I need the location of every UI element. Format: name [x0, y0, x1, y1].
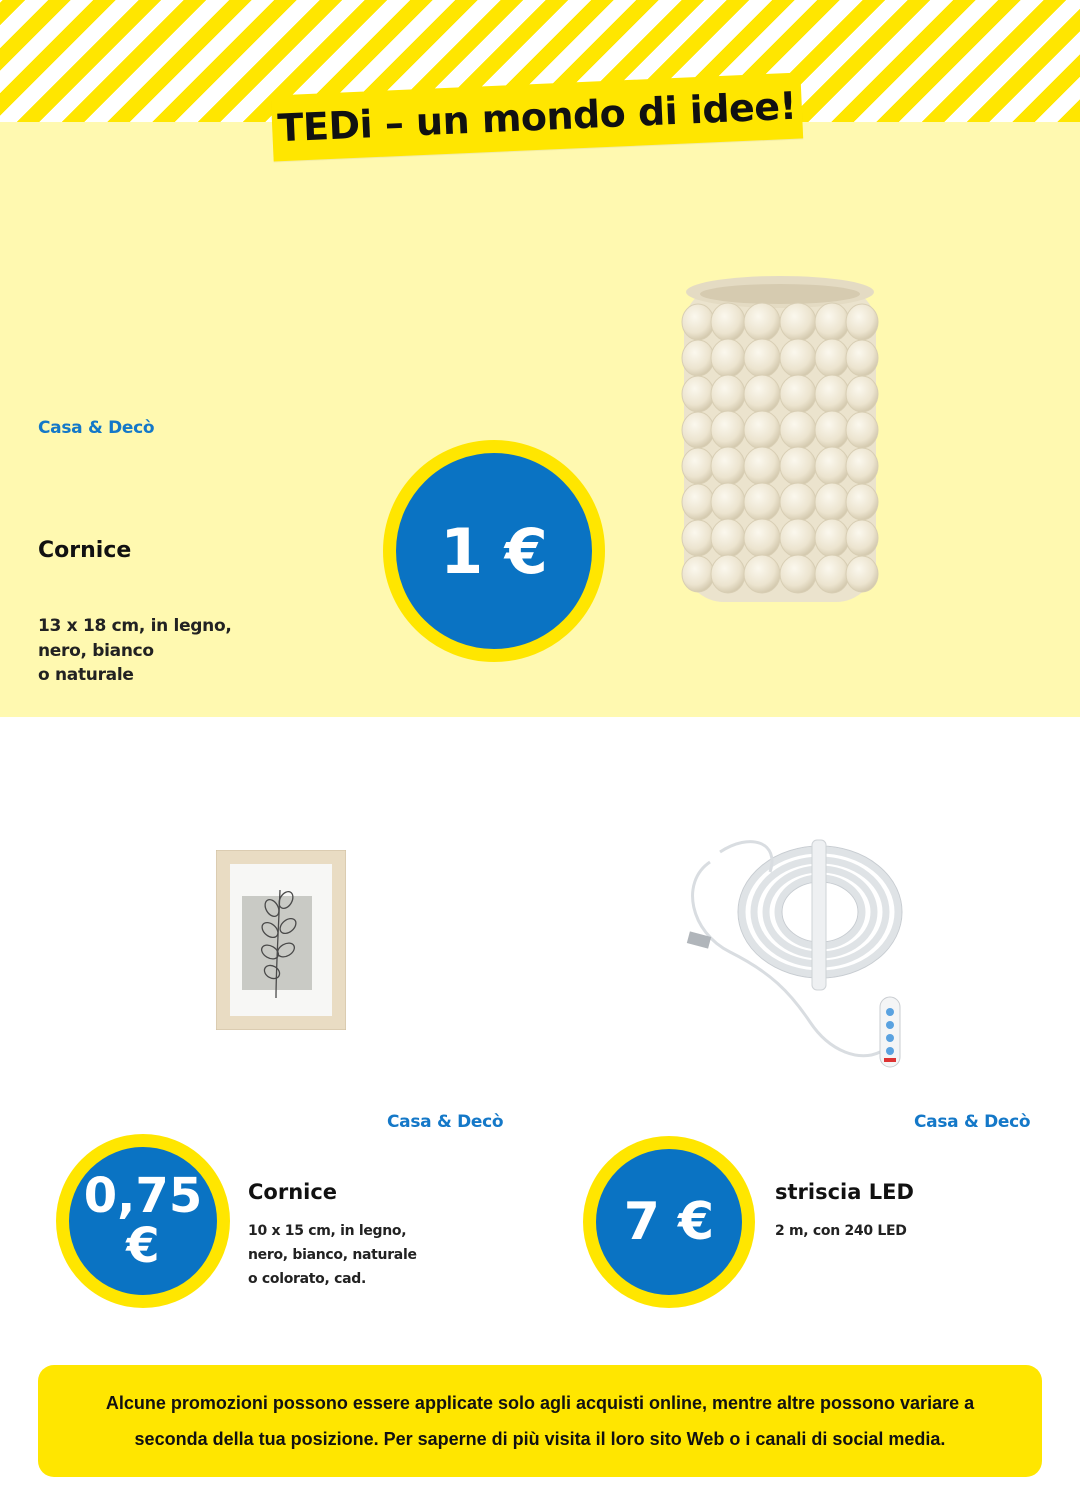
hero-product-description [38, 614, 232, 688]
desc-line: o colorato, cad. [248, 1271, 366, 1288]
led-strip-icon [670, 822, 910, 1082]
hero-product-title: Cornice [38, 538, 132, 563]
hero-price-text: 1 € [440, 514, 548, 588]
product-category-link[interactable]: Casa & Decò [914, 1112, 1031, 1132]
desc-line: 10 x 15 cm, in legno, [248, 1223, 407, 1239]
price-currency: € [126, 1218, 160, 1274]
desc-line: 2 m, con 240 LED [775, 1223, 907, 1239]
disclaimer-text [106, 1385, 974, 1457]
photo-frame-icon [216, 850, 346, 1030]
desc-line: nero, bianco, naturale [248, 1247, 417, 1264]
disclaimer-box [38, 1365, 1042, 1477]
product-description [775, 1219, 907, 1243]
price-text: 7 € [623, 1192, 715, 1252]
product-description [248, 1219, 417, 1291]
disclaimer-line: seconda della tua posizione. Per saperne di più visita il loro sito Web o i canali di social media. [134, 1429, 946, 1449]
ceramic-vase-icon [680, 272, 880, 608]
hero-desc-line: o naturale [38, 665, 134, 686]
product-category-link[interactable]: Casa & Decò [387, 1112, 504, 1132]
disclaimer-line: Alcune promozioni possono essere applicate solo agli acquisti online, mentre altre possono variare a [105, 1393, 975, 1413]
hero-desc-line: 13 x 18 cm, in legno, [38, 616, 232, 636]
product-title: Cornice [248, 1180, 338, 1204]
product-title: striscia LED [775, 1180, 914, 1204]
hero-desc-line: nero, bianco [38, 640, 154, 661]
product-price-badge [583, 1136, 755, 1308]
hero-price-badge [383, 440, 605, 662]
banner-text: TEDi – un mondo di idee! [276, 83, 798, 151]
price-amount: 0,75 [83, 1167, 203, 1224]
product-price-badge [56, 1134, 230, 1308]
hero-category-link[interactable]: Casa & Decò [38, 418, 155, 438]
